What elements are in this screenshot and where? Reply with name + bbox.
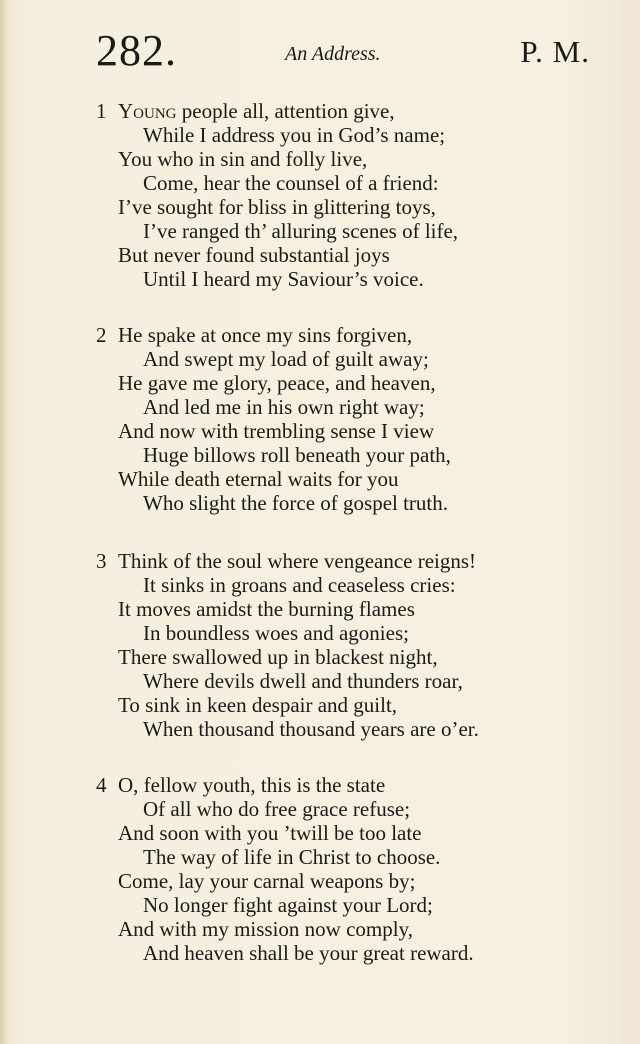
verse-line-1 (118, 99, 395, 123)
verse-line-2: It sinks in groans and ceaseless cries: (143, 573, 456, 597)
verse-line-7: And with my mission now comply, (118, 917, 413, 941)
verse-line-4: In boundless woes and agonies; (143, 621, 409, 645)
verse-line-6: No longer fight against your Lord; (143, 893, 433, 917)
verse-line-5: And now with trembling sense I view (118, 419, 435, 443)
verse-line-3: He gave me glory, peace, and heaven, (118, 371, 436, 395)
page-header (96, 26, 590, 76)
verse-line-4: And led me in his own right way; (143, 395, 425, 419)
verse-line-2: While I address you in God’s name; (143, 123, 446, 147)
hymn-title: An Address. (285, 43, 381, 65)
verse-line-8: When thousand thousand years are o’er. (143, 717, 479, 741)
verse-line-3: And soon with you ’twill be too late (118, 821, 422, 845)
verse-line-6: I’ve ranged th’ alluring scenes of life, (143, 219, 459, 243)
hymn-meter: P. M. (520, 34, 590, 69)
verse-line-4: Come, hear the counsel of a friend: (143, 171, 439, 195)
stanza-number: 3 (96, 549, 107, 573)
verse-line-8: Until I heard my Saviour’s voice. (143, 267, 424, 291)
verse-line-1: O, fellow youth, this is the state (118, 773, 386, 797)
verse-line-4: The way of life in Christ to choose. (143, 845, 441, 869)
verse-line-7: But never found substantial joys (118, 243, 390, 267)
verse-line-3: It moves amidst the burning flames (118, 597, 415, 621)
verse-line-1: He spake at once my sins forgiven, (118, 323, 413, 347)
verse-line-5: I’ve sought for bliss in glittering toys, (118, 195, 436, 219)
verse-line-3: You who in sin and folly live, (118, 147, 368, 171)
verse-line-1: Think of the soul where vengeance reigns! (118, 549, 477, 573)
verse-line-2: Of all who do free grace refuse; (143, 797, 411, 821)
stanza-number: 4 (96, 773, 107, 797)
verse-line-2: And swept my load of guilt away; (143, 347, 429, 371)
hymn-number: 282. (96, 26, 177, 75)
verse-line-5: There swallowed up in blackest night, (118, 645, 438, 669)
verse-line-6: Where devils dwell and thunders roar, (143, 669, 463, 693)
verse-line-7: To sink in keen despair and guilt, (118, 693, 398, 717)
page-binding-shadow (0, 0, 8, 1044)
verse-line-8: Who slight the force of gospel truth. (143, 491, 449, 515)
drop-word: Young (118, 99, 177, 123)
stanza-number: 2 (96, 323, 107, 347)
stanza-number: 1 (96, 99, 107, 123)
verse-line-5: Come, lay your carnal weapons by; (118, 869, 416, 893)
verse-line-7: While death eternal waits for you (118, 467, 399, 491)
verse-line-text: people all, attention give, (176, 99, 395, 123)
verse-line-6: Huge billows roll beneath your path, (143, 443, 451, 467)
verse-line-8: And heaven shall be your great reward. (143, 941, 474, 965)
